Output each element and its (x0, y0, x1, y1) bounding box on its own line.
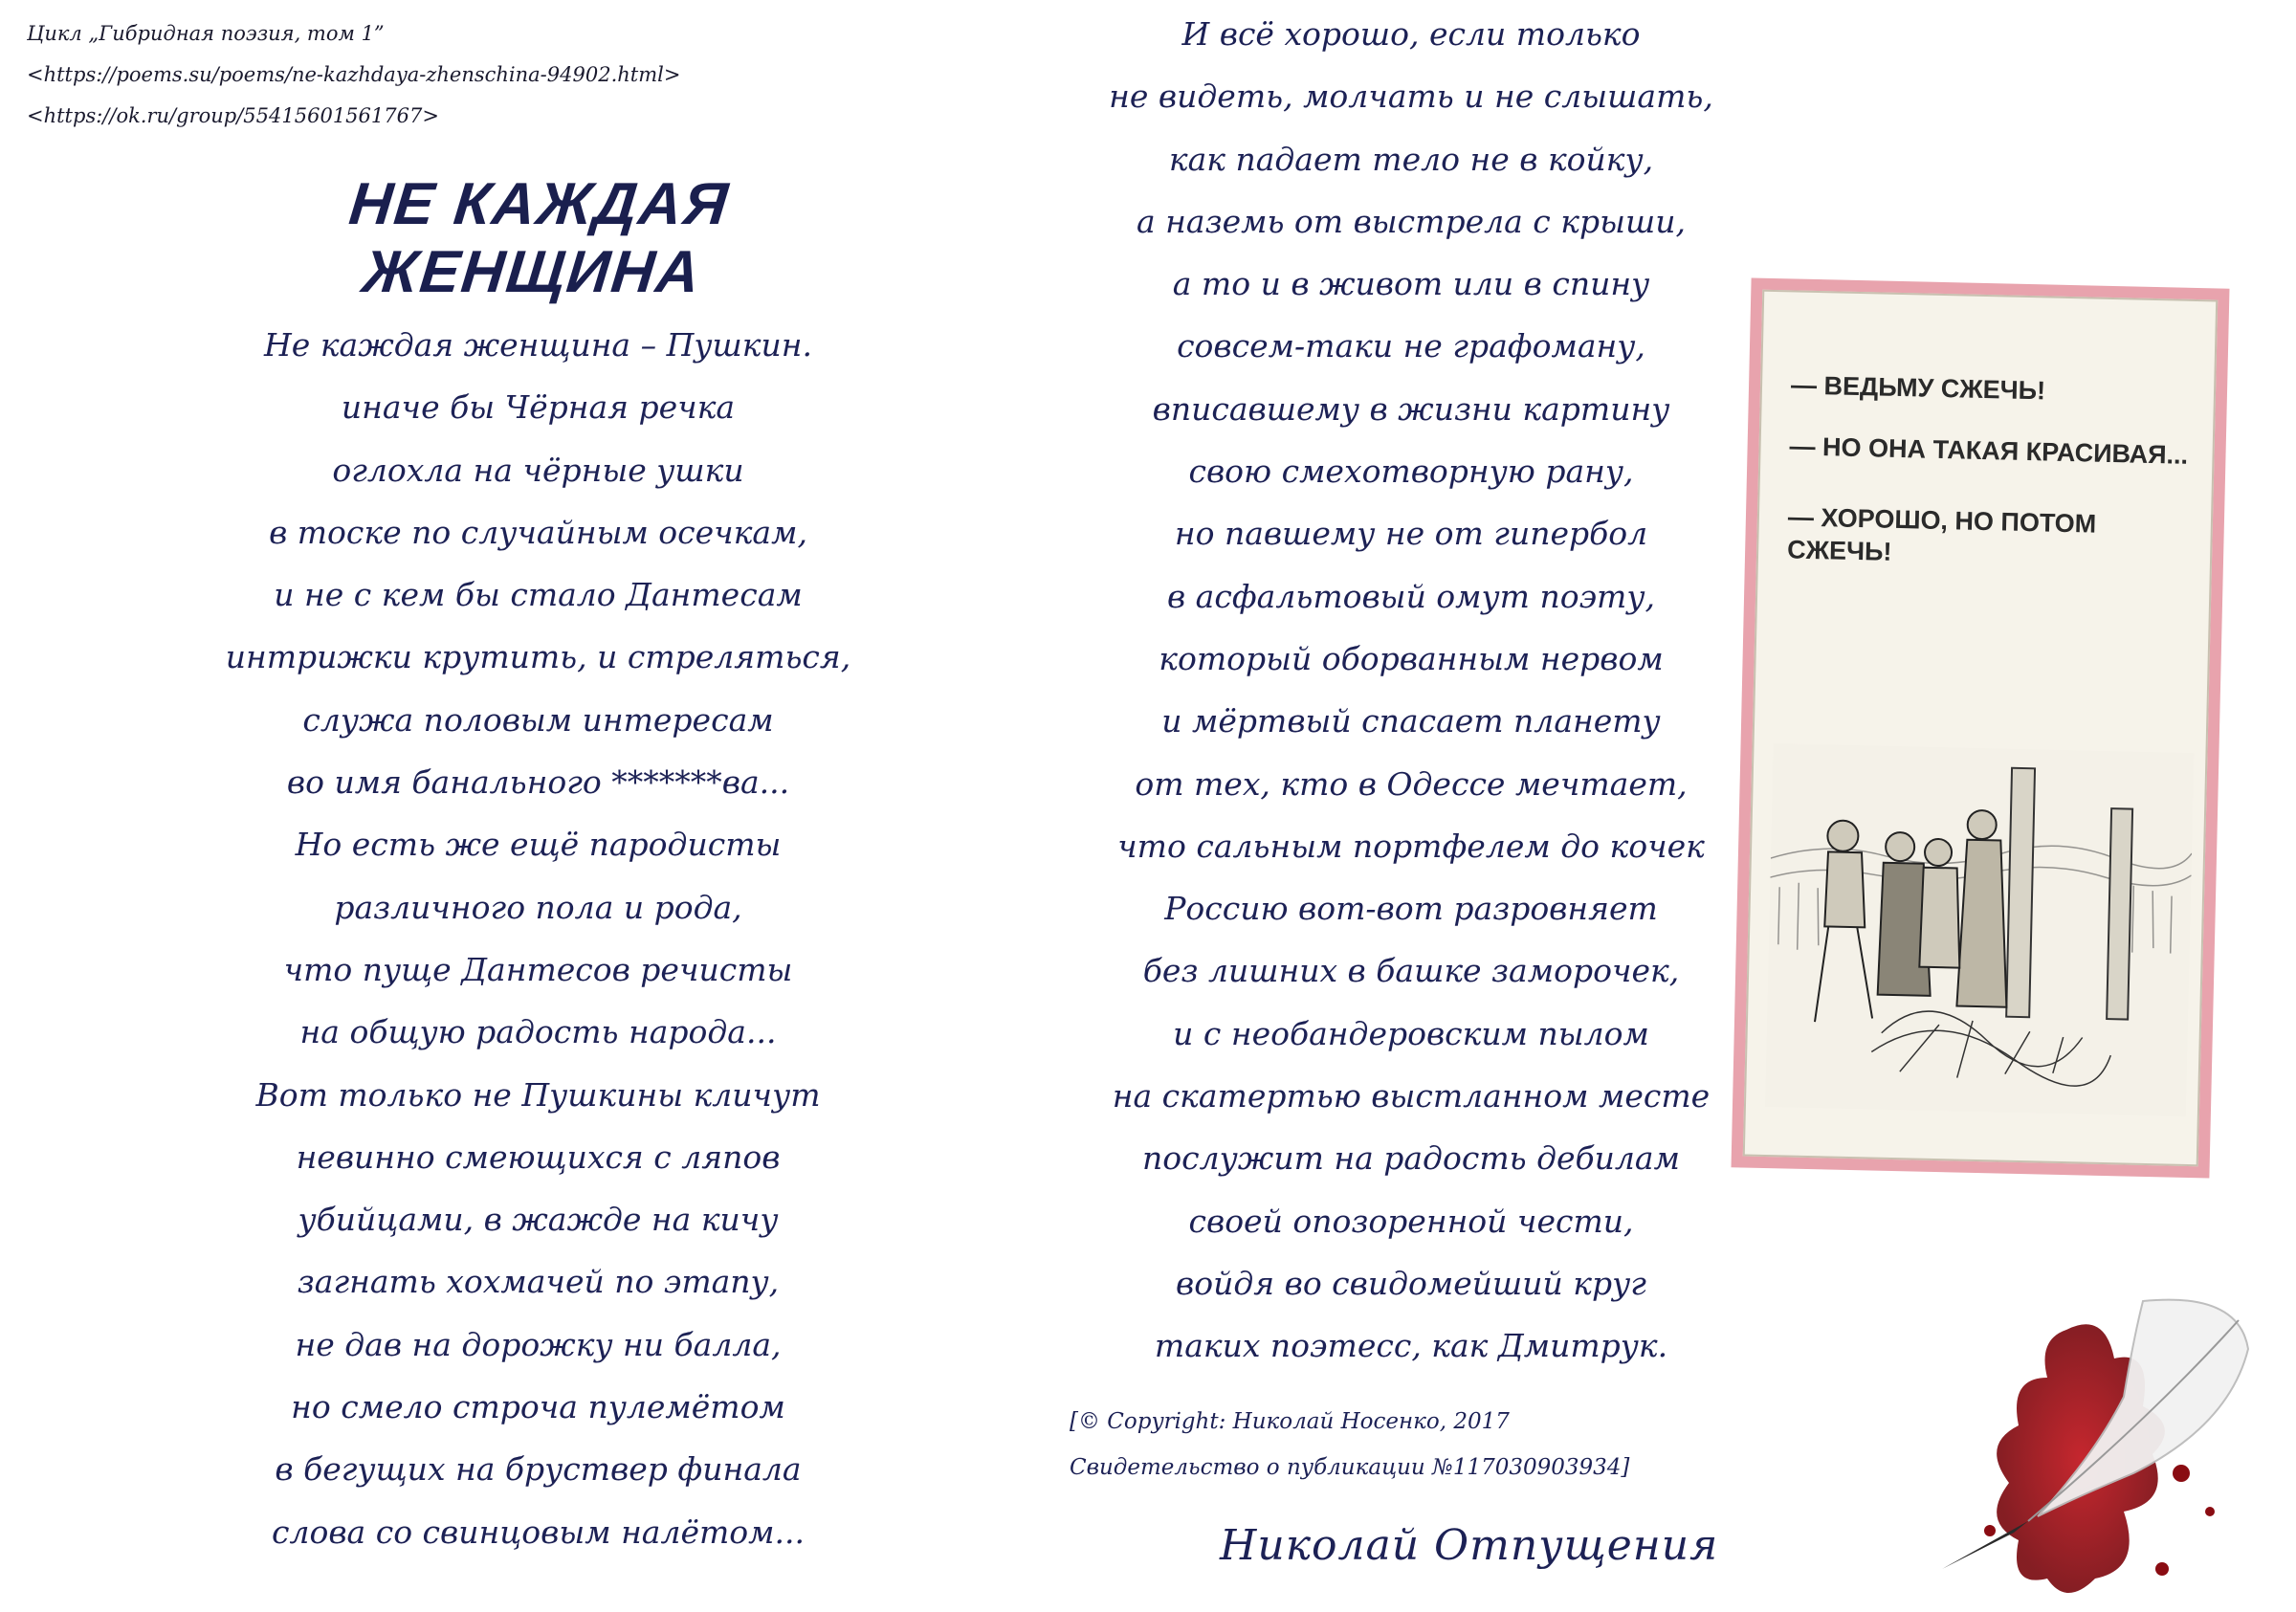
poem-line: не видеть, молчать и не слышать, (1109, 77, 1713, 116)
meme-card (1732, 277, 2230, 1178)
poem-line: слова со свинцовым налётом... (271, 1513, 806, 1551)
poem-line: совсем-таки не графоману, (1177, 327, 1645, 365)
poem-line: убийцами, в жажде на кичу (298, 1201, 779, 1239)
poem-line: а то и в живот или в спину (1172, 265, 1650, 303)
copyright-notice (1070, 1399, 1629, 1491)
poem-line: в бегущих на бруствер финала (275, 1450, 802, 1489)
poem-line: служа половым интересам (302, 700, 774, 739)
author-signature: Николай Отпущения (1220, 1521, 1719, 1570)
poem-line: а наземь от выстрела с крыши, (1137, 202, 1686, 240)
poem-line: и мёртвый спасает планету (1161, 702, 1661, 740)
poem-line: послужит на радость дебилам (1142, 1139, 1680, 1178)
poem-line: во имя банального *******ва... (286, 763, 790, 802)
poem-line: различного пола и рода, (334, 888, 742, 926)
poem-line: иначе бы Чёрная речка (341, 388, 736, 427)
poem-line: как падает тело не в койку, (1168, 140, 1654, 178)
poem-line: Но есть же ещё пародисты (295, 826, 782, 864)
poem-line: в асфальтовый омут поэту, (1166, 577, 1655, 615)
poem-line: но павшему не от гипербол (1174, 515, 1648, 553)
poem-line: войдя во свидомейший круг (1176, 1264, 1646, 1302)
poem-line: Россию вот-вот разровняет (1164, 890, 1658, 928)
poem-line: и не с кем бы стало Дантесам (274, 576, 803, 614)
publication-certificate: Свидетельство о публикации №117030903934] (1070, 1455, 1630, 1480)
header (27, 13, 680, 137)
poem-line: оглохла на чёрные ушки (332, 451, 744, 489)
witch-burning-illustration (1765, 743, 2195, 1116)
poem-line: что пуще Дантесов речисты (283, 950, 793, 988)
quill-pen-blood-illustration (1923, 1292, 2286, 1612)
meme-line-2: — НО ОНА ТАКАЯ КРАСИВАЯ... (1789, 431, 2189, 470)
poem-line: в тоске по случайным осечкам, (269, 513, 807, 551)
cycle-title: Цикл „Гибридная поэзия, том 1” (27, 22, 385, 45)
poem-line: своей опозоренной чести, (1188, 1202, 1634, 1240)
poem-left-column (148, 314, 928, 1563)
poem-line: на общую радость народа... (299, 1013, 777, 1051)
poem-line: интрижки крутить, и стреляться, (225, 638, 851, 676)
poem-line: без лишних в башке заморочек, (1142, 952, 1680, 990)
poem-line: невинно смеющихся с ляпов (296, 1137, 781, 1176)
copyright-line: [© Copyright: Николай Носенко, 2017 (1070, 1409, 1510, 1434)
meme-line-1: — ВЕДЬМУ СЖЕЧЬ! (1790, 370, 2046, 406)
poem-line: загнать хохмачей по этапу, (297, 1263, 780, 1301)
poem-line: свою смехотворную рану, (1188, 453, 1634, 491)
poem-line: вписавшему в жизни картину (1152, 389, 1670, 428)
poem-line: что сальным портфелем до кочек (1117, 827, 1705, 865)
poem-title: НЕ КАЖДАЯ ЖЕНЩИНА (345, 171, 733, 305)
poem-line: Вот только не Пушкины кличут (255, 1075, 821, 1114)
poem-line: и с необандеровским пылом (1173, 1014, 1649, 1052)
poem-line: И всё хорошо, если только (1181, 15, 1641, 53)
poem-line: но смело строча пулемётом (291, 1388, 785, 1426)
poem-line: от тех, кто в Одессе мечтает, (1135, 764, 1688, 803)
poem-right-column (1014, 3, 1808, 1378)
source-link-poems[interactable]: <https://poems.su/poems/ne-kazhdaya-zhenschina-94902.html> (27, 63, 681, 86)
meme-caption (1786, 368, 2195, 613)
source-link-ok[interactable]: <https://ok.ru/group/55415601561767> (27, 104, 439, 127)
poem-line: на скатертью выстланном месте (1112, 1077, 1711, 1115)
meme-line-3: — ХОРОШО, НО ПОТОМ СЖЕЧЬ! (1786, 502, 2097, 566)
poem-line: не дав на дорожку ни балла, (295, 1325, 782, 1363)
meme-card-inner (1743, 290, 2218, 1167)
poem-line: таких поэтесс, как Дмитрук. (1154, 1327, 1668, 1365)
poem-line: который оборванным нервом (1159, 639, 1664, 677)
poem-line: Не каждая женщина – Пушкин. (264, 326, 812, 364)
